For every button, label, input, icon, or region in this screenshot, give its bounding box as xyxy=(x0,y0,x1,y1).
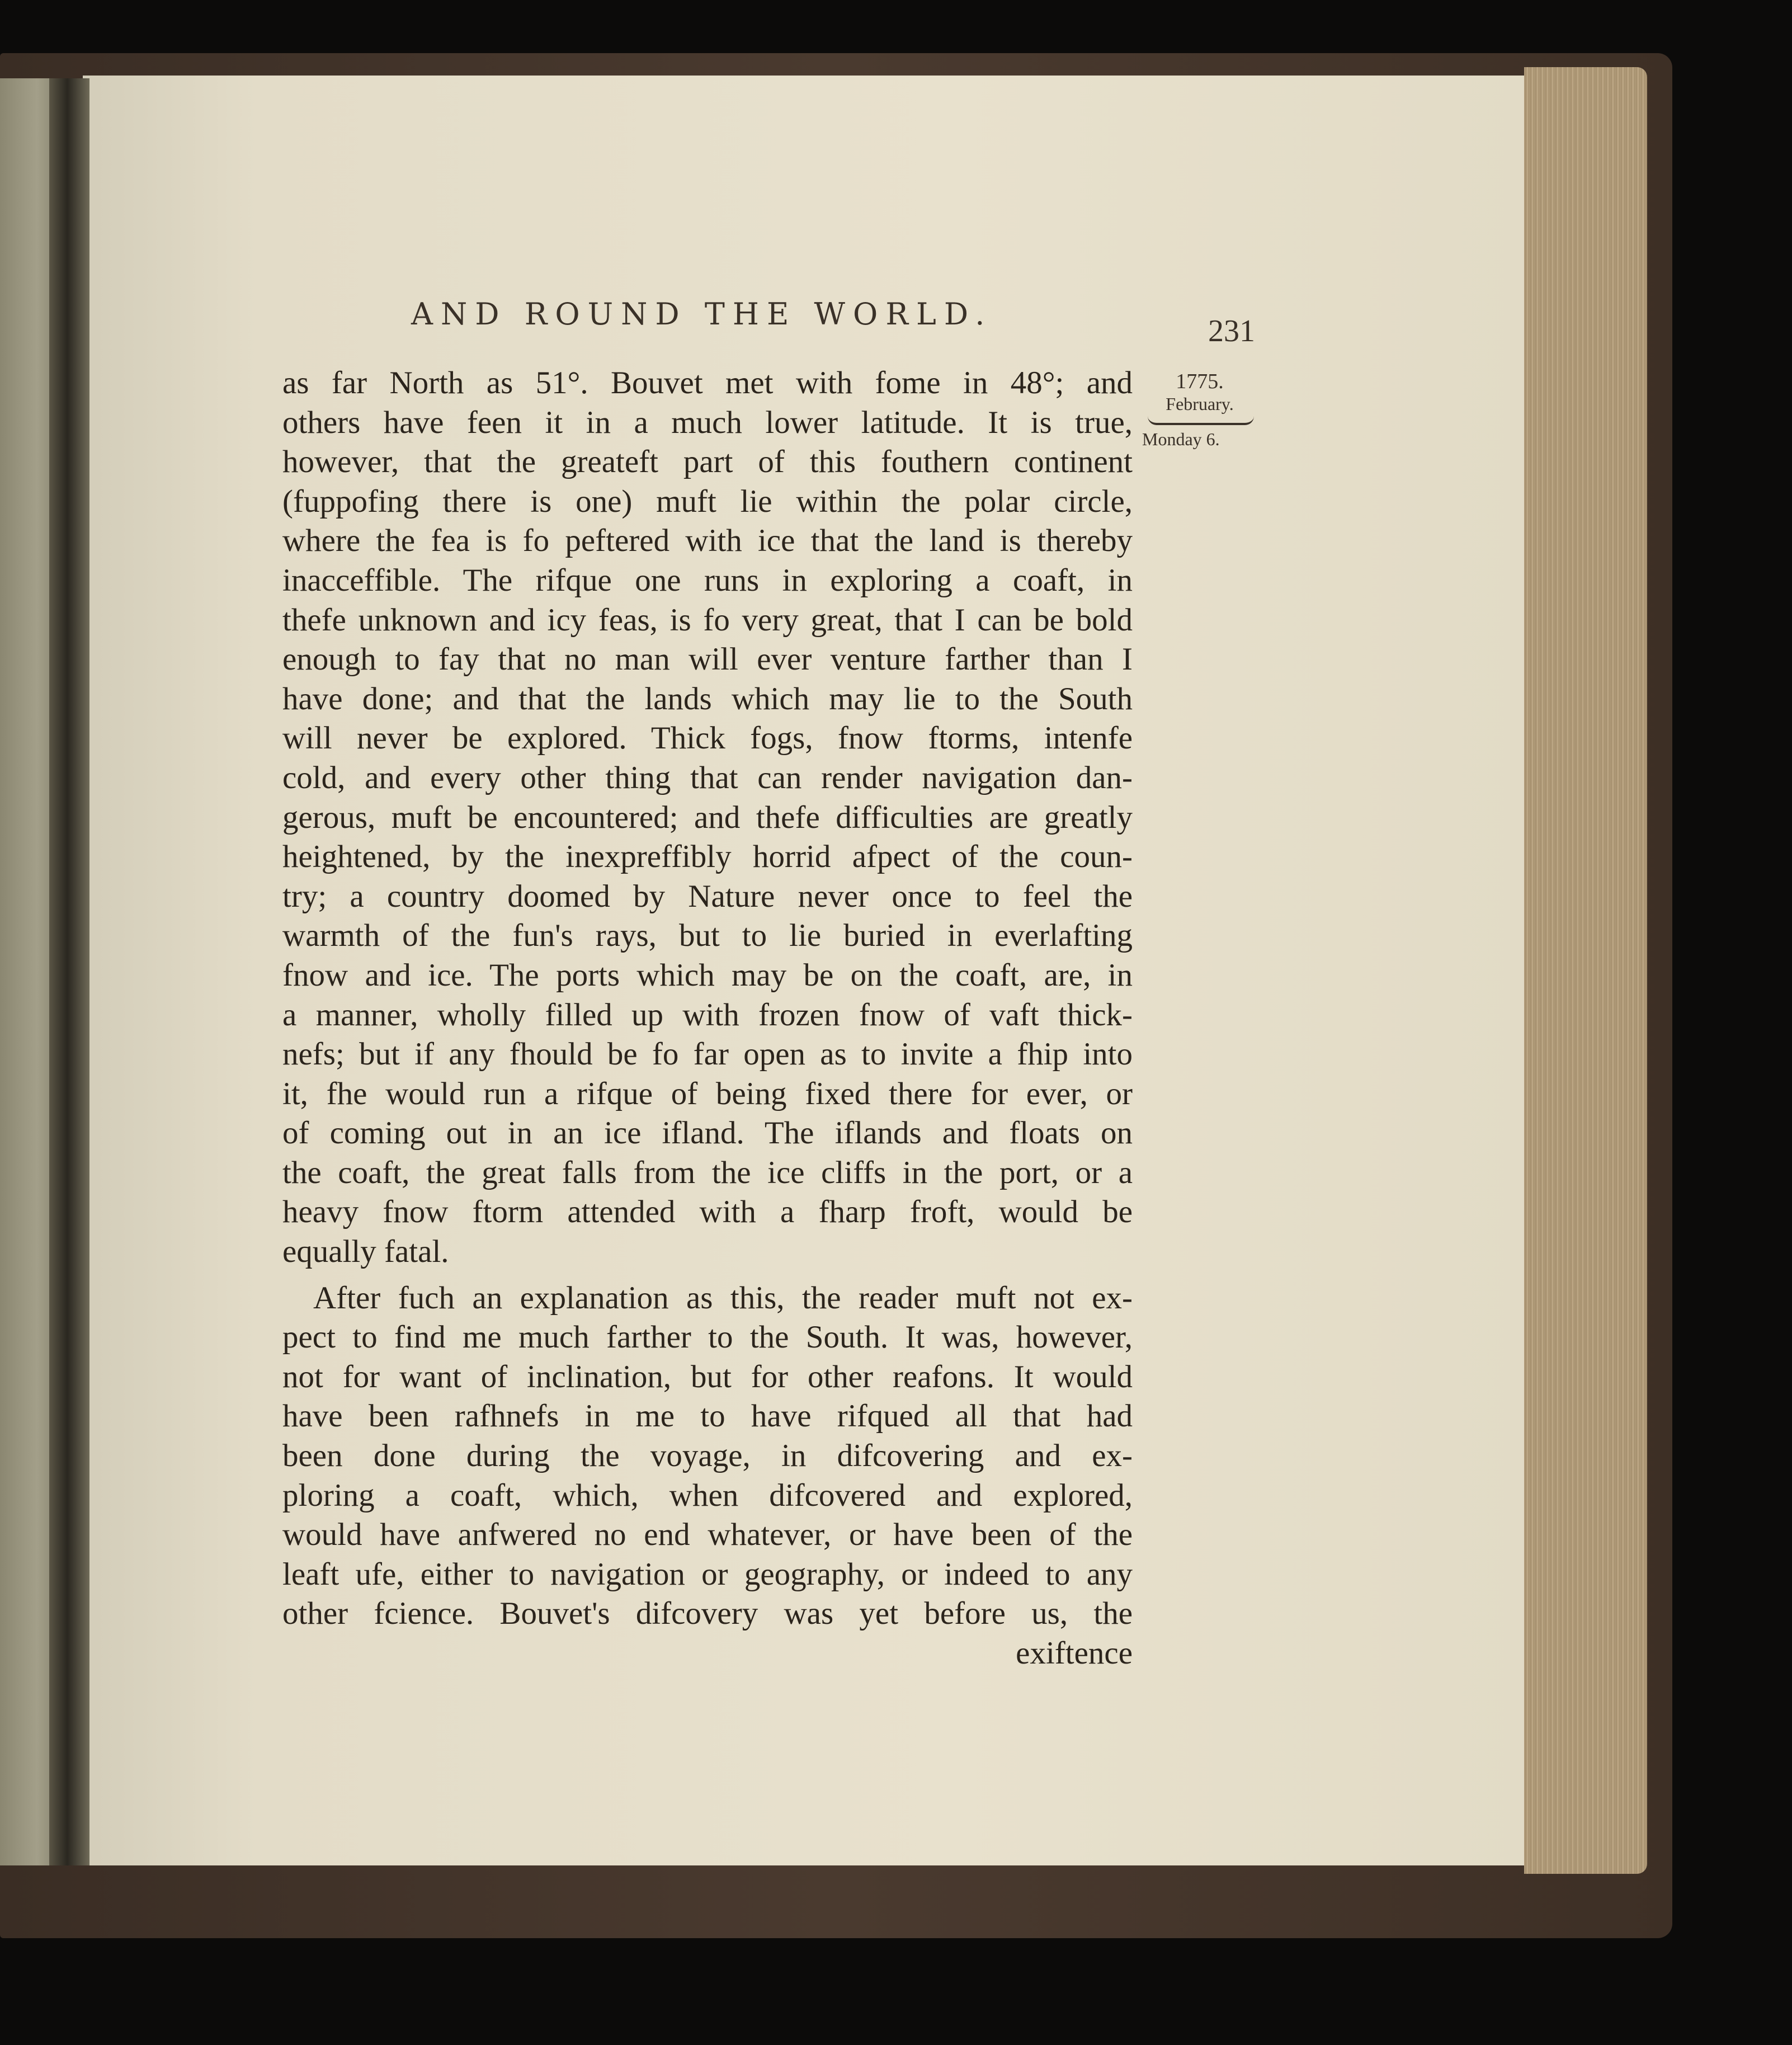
margin-brace xyxy=(1148,416,1254,425)
page-number: 231 xyxy=(1208,314,1255,348)
text-line: however, that the greateft part of this fouthern continent xyxy=(282,444,1133,480)
text-line: would have anfwered no end whatever, or have been of the xyxy=(282,1517,1133,1553)
text-line: heavy fnow ftorm attended with a fharp froft, would be xyxy=(282,1194,1133,1230)
text-line: where the fea is fo peftered with ice that the land is thereby xyxy=(282,523,1133,559)
text-line: thefe unknown and icy feas, is fo very great, that I can be bold xyxy=(282,602,1133,638)
margin-day: Monday 6. xyxy=(1142,429,1220,449)
running-header: AND ROUND THE WORLD. xyxy=(411,296,993,332)
text-line: have done; and that the lands which may lie to the South xyxy=(282,681,1133,717)
text-line: other fcience. Bouvet's difcovery was yet before us, the xyxy=(282,1596,1133,1632)
text-line: it, fhe would run a rifque of being fixed there for ever, or xyxy=(282,1076,1133,1111)
text-line: have been rafhnefs in me to have rifqued all that had xyxy=(282,1398,1133,1434)
text-line: will never be explored. Thick fogs, fnow ftorms, intenfe xyxy=(282,720,1133,756)
text-line: fnow and ice. The ports which may be on the coaft, are, in xyxy=(282,957,1133,993)
text-line: ploring a coaft, which, when difcovered and explored, xyxy=(282,1477,1133,1513)
text-line: nefs; but if any fhould be fo far open as to invite a fhip into xyxy=(282,1036,1133,1072)
text-line: as far North as 51°. Bouvet met with fome in 48°; and xyxy=(282,365,1133,400)
text-line: warmth of the fun's rays, but to lie buried in everlafting xyxy=(282,918,1133,954)
text-line: a manner, wholly filled up with frozen fnow of vaft thick- xyxy=(282,997,1133,1033)
margin-month: February. xyxy=(1166,394,1234,414)
text-line: been done during the voyage, in difcovering and ex- xyxy=(282,1438,1133,1474)
catchword: exiftence xyxy=(1016,1636,1133,1671)
text-line: pect to find me much farther to the South. It was, however, xyxy=(282,1320,1133,1355)
text-line: (fuppofing there is one) muft lie within the polar circle, xyxy=(282,483,1133,519)
text-line: enough to fay that no man will ever venture farther than I xyxy=(282,642,1133,677)
body-text xyxy=(282,364,1133,1674)
text-line: others have feen it in a much lower latitude. It is true, xyxy=(282,404,1133,440)
text-line: of coming out in an ice ifland. The iflands and floats on xyxy=(282,1115,1133,1151)
text-line: cold, and every other thing that can render navigation dan- xyxy=(282,760,1133,795)
margin-year: 1775. xyxy=(1176,370,1224,393)
page-edges xyxy=(1524,67,1647,1874)
text-line: gerous, muft be encountered; and thefe difficulties are greatly xyxy=(282,799,1133,835)
text-line: the coaft, the great falls from the ice cliffs in the port, or a xyxy=(282,1155,1133,1190)
book-gutter xyxy=(49,78,89,1865)
text-line: After fuch an explanation as this, the reader muft not ex- xyxy=(313,1280,1133,1316)
margin-note xyxy=(1135,369,1264,450)
text-line: heightened, by the inexpreffibly horrid afpect of the coun- xyxy=(282,839,1133,875)
text-line: inacceffible. The rifque one runs in exploring a coaft, in xyxy=(282,562,1133,598)
text-line: leaft ufe, either to navigation or geography, or indeed to any xyxy=(282,1556,1133,1592)
text-line: equally fatal. xyxy=(282,1234,449,1270)
text-line: try; a country doomed by Nature never once to feel the xyxy=(282,878,1133,914)
text-line: not for want of inclination, but for other reafons. It would xyxy=(282,1359,1133,1394)
